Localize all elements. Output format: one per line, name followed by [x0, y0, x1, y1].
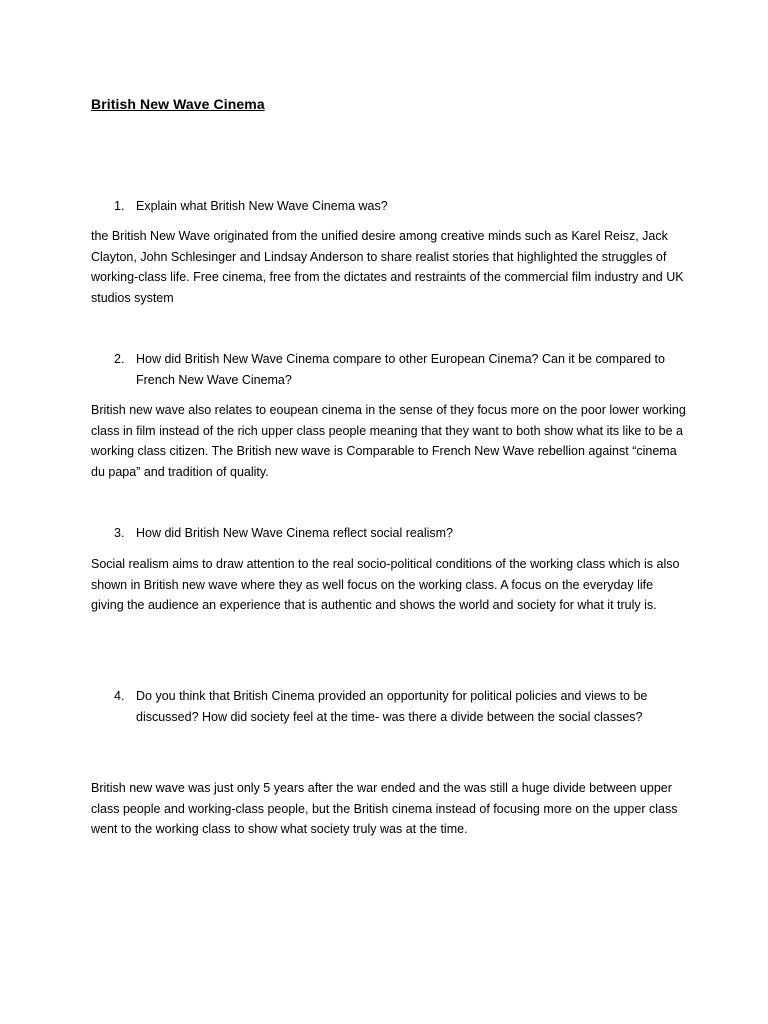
- question-text: How did British New Wave Cinema reflect social realism?: [136, 526, 453, 540]
- question-number: 2.: [114, 352, 125, 366]
- question-1: [114, 196, 674, 217]
- question-number: 3.: [114, 526, 125, 540]
- answer-4: British new wave was just only 5 years after the war ended and the was still a huge divide between upper class people and working-class people, but the British cinema instead of focusing more on the upper class went to the working class to show what society truly was at the time.: [91, 781, 678, 837]
- question-3: [114, 523, 674, 544]
- answer-1: the British New Wave originated from the unified desire among creative minds such as Karel Reisz, Jack Clayton, John Schlesinger and Lindsay Anderson to share realist stories that highlighted the struggles of working-class life. Free cinema, free from the dictates and restraints of the commercial film industry and UK studios system: [91, 229, 684, 305]
- question-number: 1.: [114, 199, 125, 213]
- question-2: [114, 349, 674, 390]
- answer-3: Social realism aims to draw attention to the real socio-political conditions of the working class which is also shown in British new wave where they as well focus on the working class. A focus on the everyday life giving the audience an experience that is authentic and shows the world and society for what it truly is.: [91, 557, 680, 613]
- question-text: Explain what British New Wave Cinema was?: [136, 199, 388, 213]
- answer-2: British new wave also relates to eoupean cinema in the sense of they focus more on the poor lower working class in film instead of the rich upper class people meaning that they want to both show what its like to be a working class citizen. The British new wave is Comparable to French New Wave rebellion against “cinema du papa” and tradition of quality.: [91, 403, 686, 479]
- document-title: British New Wave Cinema: [91, 96, 265, 112]
- question-number: 4.: [114, 689, 125, 703]
- question-4: [114, 686, 674, 727]
- question-text: How did British New Wave Cinema compare to other European Cinema? Can it be compared to French New Wave Cinema?: [136, 352, 665, 387]
- question-text: Do you think that British Cinema provided an opportunity for political policies and views to be discussed? How did society feel at the time- was there a divide between the social classes?: [136, 689, 648, 724]
